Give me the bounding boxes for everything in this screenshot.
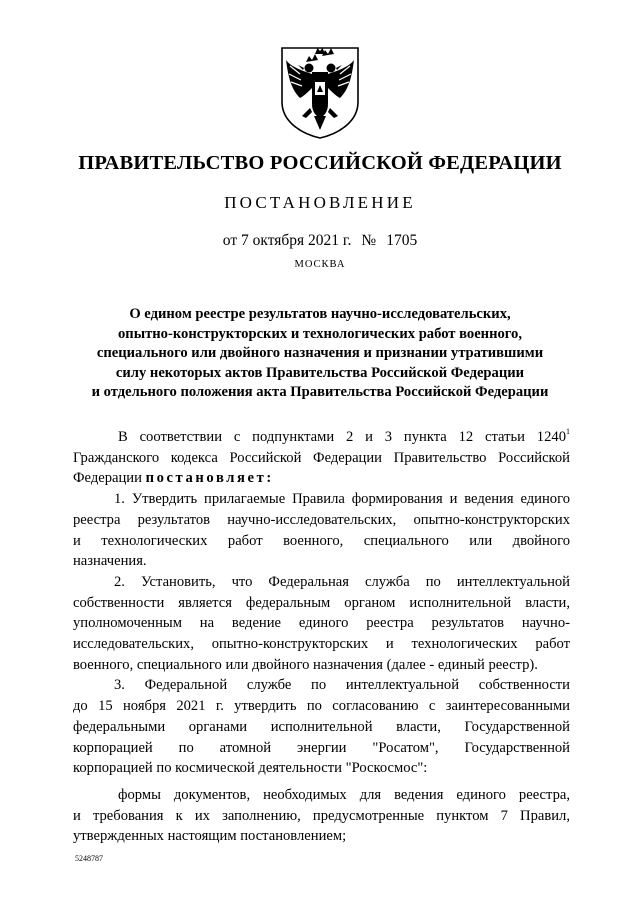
decision-word: постановляет:	[145, 470, 274, 487]
intro-text: Федерации	[73, 470, 142, 487]
paragraph-2-line: 2. Установить, что Федеральная служба по интеллектуальной	[114, 573, 570, 590]
intro-line	[73, 468, 570, 489]
paragraph-1-line: и технологических работ военного, специального или двойного	[73, 532, 570, 549]
document-date: от 7 октября 2021 г.	[222, 232, 352, 249]
number-sign: №	[361, 232, 377, 249]
subject-line: специального или двойного назначения и признании утратившими	[96, 345, 544, 361]
paragraph-3-line: федеральными органами исполнительной власти, Государственной	[73, 718, 570, 735]
subject-line: опытно-конструкторских и технологических работ военного,	[117, 325, 523, 342]
document-id-number: 5248787	[75, 854, 103, 863]
intro-line	[73, 427, 570, 448]
paragraph-3-line: корпорацией по атомной энергии "Росатом", Государственной	[73, 739, 570, 756]
paragraph-2-line: уполномоченным на ведение единого реестра результатов научно-	[73, 615, 570, 632]
intro-line: Гражданского кодекса Российской Федерации Правительство Российской	[73, 449, 570, 466]
paragraph-2-line: военного, специального или двойного назначения (далее - единый реестр).	[73, 656, 538, 673]
subject-line: и отдельного положения акта Правительства Российской Федерации	[91, 384, 549, 400]
document-number: 1705	[386, 232, 418, 249]
paragraph-4-line: утвержденных настоящим постановлением;	[73, 828, 347, 845]
document-type: ПОСТАНОВЛЕНИЕ	[224, 193, 416, 212]
government-title: ПРАВИТЕЛЬСТВО РОССИЙСКОЙ ФЕДЕРАЦИИ	[78, 152, 562, 174]
paragraph-2-line: собственности является федеральным органом исполнительной власти,	[73, 594, 570, 611]
document-body	[73, 427, 570, 847]
paragraph-1-line: 1. Утвердить прилагаемые Правила формирования и ведения единого	[114, 491, 570, 508]
document-city: МОСКВА	[294, 259, 346, 270]
intro-text: В соответствии с подпунктами 2 и 3 пункта 12 статьи 1240	[118, 429, 566, 445]
paragraph-2-line: исследовательских, опытно-конструкторских и технологических работ	[73, 636, 570, 653]
document-date-number	[0, 232, 640, 250]
subject-line: силу некоторых актов Правительства Российской Федерации	[115, 364, 525, 381]
subject-line: О едином реестре результатов научно-исследовательских,	[129, 306, 511, 322]
paragraph-1-line: реестра результатов научно-исследовательских, опытно-конструкторских	[73, 511, 570, 528]
paragraph-4-line: и требования к их заполнению, предусмотренные пунктом 7 Правил,	[73, 807, 570, 824]
paragraph-1-line: назначения.	[73, 553, 147, 570]
footnote-mark: 1	[566, 427, 570, 436]
paragraph-3-line: до 15 ноября 2021 г. утвердить по согласованию с заинтересованными	[73, 698, 570, 715]
paragraph-4-line: формы документов, необходимых для ведения единого реестра,	[118, 786, 570, 803]
paragraph-3-line: корпорацией по космической деятельности "Роскосмос":	[73, 760, 428, 777]
document-subject	[60, 305, 580, 403]
state-emblem	[276, 44, 364, 140]
paragraph-3-line: 3. Федеральной службе по интеллектуальной собственности	[114, 677, 570, 694]
